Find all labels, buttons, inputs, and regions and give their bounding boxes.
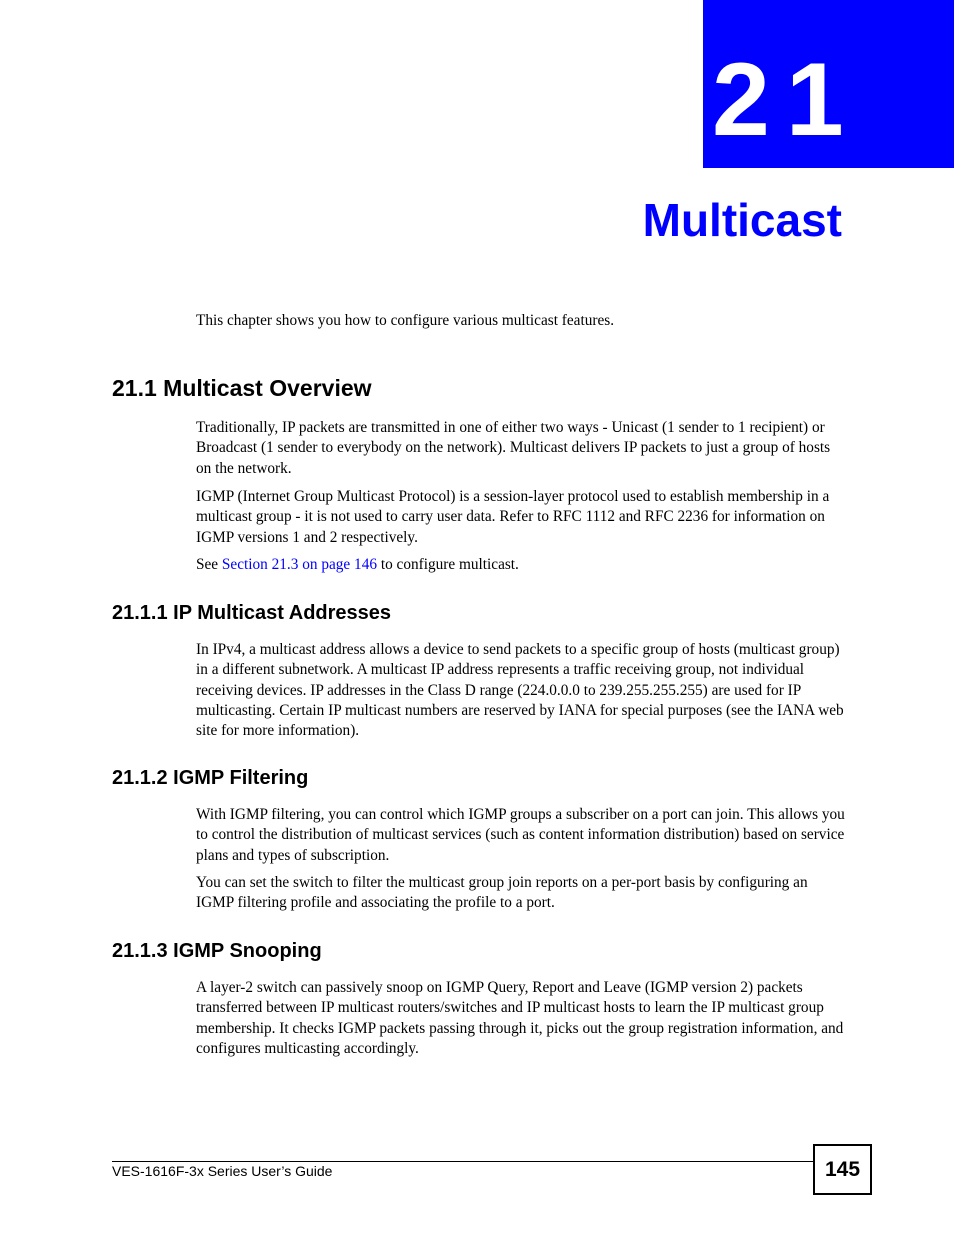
section-heading-igmp-filtering: 21.1.2 IGMP Filtering [112,767,309,789]
see-text: See [196,556,222,573]
section-heading-igmp-snooping: 21.1.3 IGMP Snooping [112,940,322,962]
ip-addresses-paragraph: In IPv4, a multicast address allows a device to send packets to a specific group of hosts (multicast group) in a different subnetwork. A multicast IP address represents a traffic receiving group, not individual receiving devices. IP addresses in the Class D range (224.0.0.0 to 239.255.255.255) are used for IP multicasting. Certain IP multicast numbers are reserved by IANA for special purposes (see the IANA web site for more information). [196,641,844,740]
overview-paragraph-1: Traditionally, IP packets are transmitted in one of either two ways - Unicast (1 sender to 1 recipient) or Broadcast (1 sender to everybody on the network). Multicast delivers IP packets to just a group of hosts on the network. [196,419,831,477]
igmp-filtering-paragraph-1: With IGMP filtering, you can control which IGMP groups a subscriber on a port can join. This allows you to control the distribution of multicast services (such as content information distribution) based on service plans and types of subscription. [196,806,845,864]
igmp-filtering-paragraph-2: You can set the switch to filter the multicast group join reports on a per-port basis by configuring an IGMP filtering profile and associating the profile to a port. [196,874,808,912]
section-heading-ip-addresses: 21.1.1 IP Multicast Addresses [112,602,392,624]
overview-paragraph-3 [196,555,846,575]
page-number: 145 [813,1144,872,1195]
overview-paragraph-2: IGMP (Internet Group Multicast Protocol) is a session-layer protocol used to establish membership in a multicast group - it is not used to carry user data. Refer to RFC 1112 and RFC 2236 for information on IGMP versions 1 and 2 respectively. [196,488,830,546]
see-suffix-text: to configure multicast. [377,556,519,573]
section-link[interactable]: Section 21.3 on page 146 [221,556,377,573]
intro-paragraph: This chapter shows you how to configure various multicast features. [196,312,615,329]
chapter-title: Multicast [642,194,842,246]
section-heading-overview: 21.1 Multicast Overview [112,375,372,401]
footer-guide-title: VES-1616F-3x Series User’s Guide [112,1163,333,1179]
chapter-number: 21 [712,42,860,158]
igmp-snooping-paragraph: A layer-2 switch can passively snoop on IGMP Query, Report and Leave (IGMP version 2) packets transferred between IP multicast routers/switches and IP multicast hosts to learn the IP multicast group membership. It checks IGMP packets passing through it, picks out the group registration information, and configures multicasting accordingly. [196,979,844,1057]
